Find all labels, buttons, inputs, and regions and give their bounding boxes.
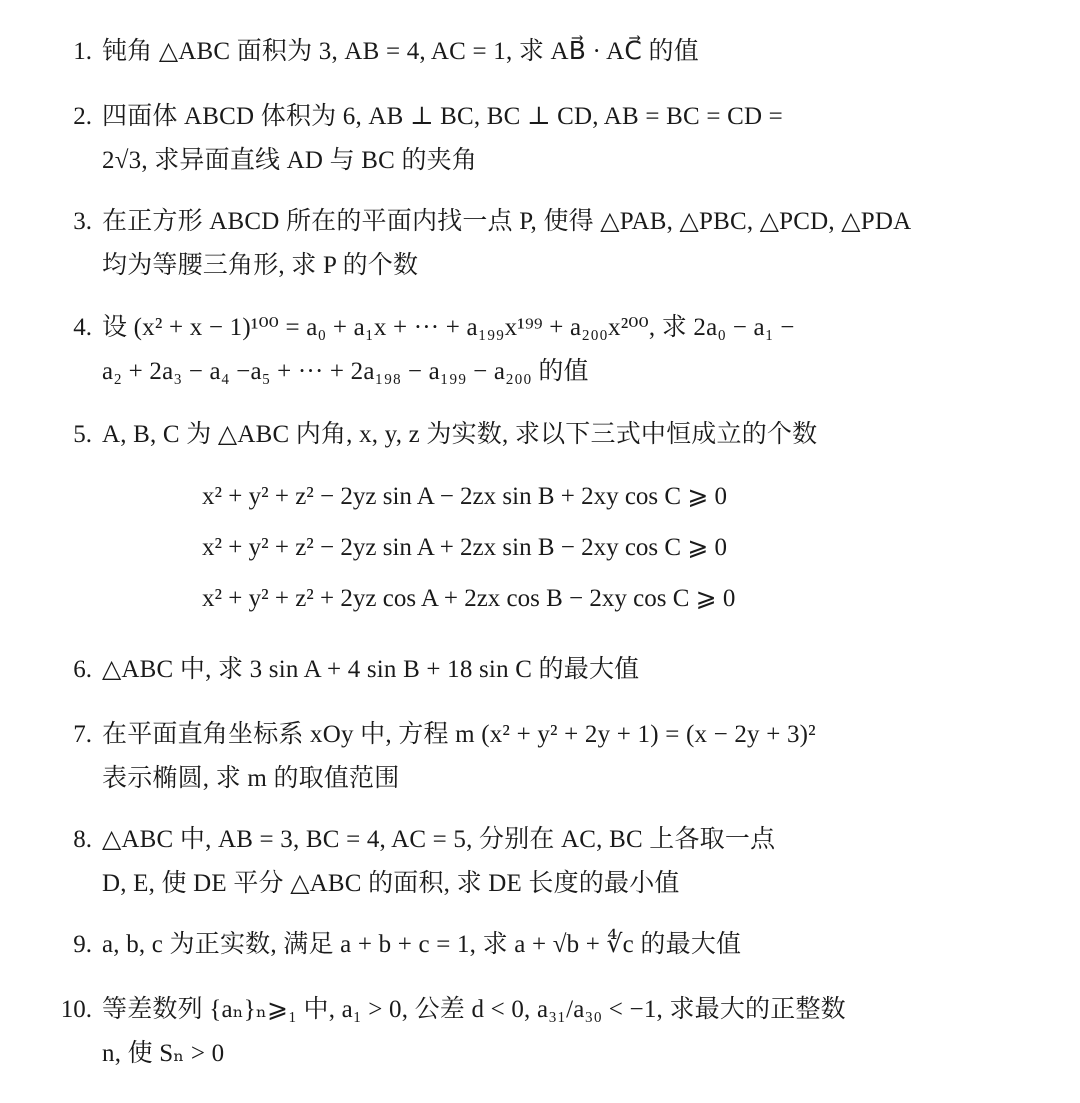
problem-number: 6. (73, 656, 92, 683)
problem-text-continued: 表示椭圆, 求 m 的取值范围 (102, 765, 400, 792)
problem-text-continued: a₂ + 2a₃ − a₄ −a₅ + ··· + 2a₁₉₈ − a₁₉₉ − a₂₀₀ 的值 (102, 358, 589, 385)
problem-text: a, b, c 为正实数, 满足 a + b + c = 1, 求 a + √b + ∜c 的最大值 (102, 931, 742, 958)
problem-number: 2. (73, 103, 92, 130)
problem-text: 在正方形 ABCD 所在的平面内找一点 P, 使得 △PAB, △PBC, △PCD, △PDA (102, 208, 912, 235)
equation-2: x² + y² + z² − 2yz sin A + 2zx sin B − 2xy cos C ⩾ 0 (202, 534, 728, 561)
problem-number: 4. (73, 314, 92, 341)
equation-3: x² + y² + z² + 2yz cos A + 2zx cos B − 2xy cos C ⩾ 0 (202, 585, 736, 612)
problem-text: △ABC 中, AB = 3, BC = 4, AC = 5, 分别在 AC, BC 上各取一点 (102, 826, 776, 853)
problem-text: 设 (x² + x − 1)¹⁰⁰ = a₀ + a₁x + ··· + a₁₉₉x¹⁹⁹ + a₂₀₀x²⁰⁰, 求 2a₀ − a₁ − (102, 314, 795, 341)
problem-text: A, B, C 为 △ABC 内角, x, y, z 为实数, 求以下三式中恒成立的个数 (102, 421, 818, 448)
problem-number: 9. (73, 931, 92, 958)
problem-text: 等差数列 {aₙ}ₙ⩾₁ 中, a₁ > 0, 公差 d < 0, a₃₁/a₃₀ < −1, 求最大的正整数 (102, 996, 846, 1023)
problem-text-continued: n, 使 Sₙ > 0 (102, 1040, 225, 1067)
problem-number: 8. (73, 826, 92, 853)
problem-number: 1. (73, 38, 92, 65)
problem-number: 3. (73, 208, 92, 235)
problem-number: 5. (73, 421, 92, 448)
equation-1: x² + y² + z² − 2yz sin A − 2zx sin B + 2xy cos C ⩾ 0 (202, 483, 728, 510)
problem-text: 四面体 ABCD 体积为 6, AB ⊥ BC, BC ⊥ CD, AB = BC = CD = (102, 103, 783, 130)
problem-number: 7. (73, 721, 92, 748)
problem-text: 钝角 △ABC 面积为 3, AB = 4, AC = 1, 求 AB⃗ · AC⃗ 的值 (102, 38, 699, 65)
problem-text: 在平面直角坐标系 xOy 中, 方程 m (x² + y² + 2y + 1) = (x − 2y + 3)² (102, 721, 816, 748)
problem-number: 10. (60, 996, 92, 1023)
problem-text-continued: 均为等腰三角形, 求 P 的个数 (102, 252, 419, 279)
problem-text-continued: 2√3, 求异面直线 AD 与 BC 的夹角 (102, 147, 478, 174)
problem-text-continued: D, E, 使 DE 平分 △ABC 的面积, 求 DE 长度的最小值 (102, 870, 680, 897)
problem-text: △ABC 中, 求 3 sin A + 4 sin B + 18 sin C 的最大值 (102, 656, 640, 683)
